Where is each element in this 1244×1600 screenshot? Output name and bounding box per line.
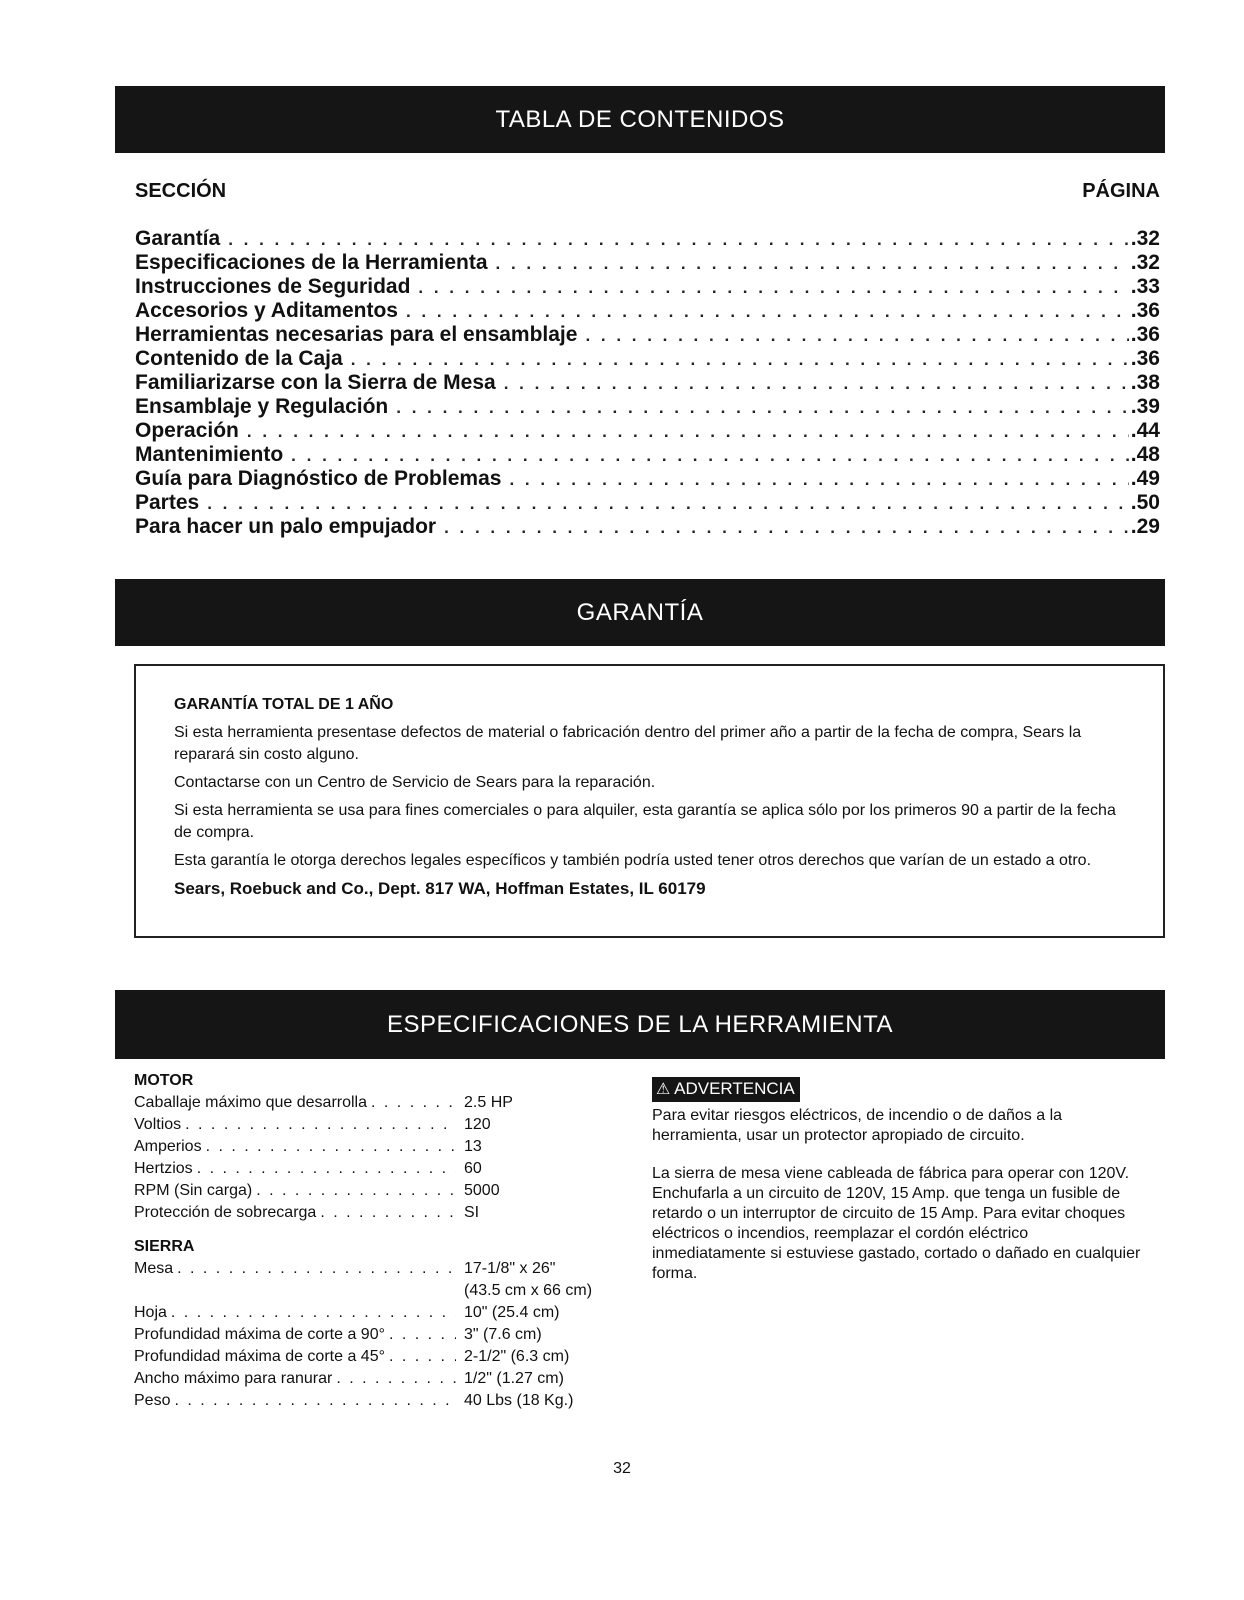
spec-value: 5000 (464, 1182, 500, 1199)
toc-entry-page: .49 (1130, 467, 1160, 490)
toc-entry-page: .48 (1130, 443, 1160, 466)
spec-name: Profundidad máxima de corte a 90° (134, 1326, 385, 1343)
spec-value: 3" (7.6 cm) (464, 1326, 542, 1343)
toc-entry-label: Mantenimiento (135, 443, 284, 466)
spec-leader-dots (336, 1368, 456, 1390)
toc-entry-label: Operación (135, 419, 239, 442)
warning-icon: ⚠ (656, 1081, 671, 1098)
warning-paragraph: Para evitar riesgos eléctricos, de incendio o de daños a la herramienta, usar un protector apropiado de circuito. (652, 1107, 1063, 1144)
toc-entry-label: Herramientas necesarias para el ensamblaje (135, 323, 578, 346)
toc-entry-page: .36 (1130, 323, 1160, 346)
spec-value: 2.5 HP (464, 1094, 513, 1111)
toc-entry-label: Contenido de la Caja (135, 347, 343, 370)
page-column-header: PÁGINA (1082, 180, 1160, 202)
warning-badge (652, 1077, 800, 1102)
warranty-banner: GARANTÍA (115, 579, 1165, 646)
toc-entry-page: .29 (1130, 515, 1160, 538)
toc-entry-page: .33 (1130, 275, 1160, 298)
toc-entry (135, 347, 1160, 371)
spec-row (134, 1136, 614, 1158)
toc-leader-dots (207, 492, 1129, 516)
spec-leader-dots (197, 1158, 456, 1180)
toc-entry-label: Accesorios y Aditamentos (135, 299, 398, 322)
toc-entry-label: Instrucciones de Seguridad (135, 275, 411, 298)
spec-leader-dots (256, 1180, 456, 1202)
warning-label: ADVERTENCIA (674, 1079, 795, 1098)
toc-leader-dots (351, 348, 1129, 372)
toc-banner: TABLA DE CONTENIDOS (115, 86, 1165, 153)
toc-entry (135, 443, 1160, 467)
spec-name: Ancho máximo para ranurar (134, 1370, 333, 1387)
warranty-paragraph: Esta garantía le otorga derechos legales específicos y también podría usted tener otros derechos que varían de un estado a otro. (174, 852, 1092, 869)
toc-entry-page: .39 (1130, 395, 1160, 418)
toc-leader-dots (444, 516, 1129, 540)
toc-entry-page: .36 (1130, 347, 1160, 370)
toc-entry (135, 491, 1160, 515)
toc-entry-label: Guía para Diagnóstico de Problemas (135, 467, 502, 490)
toc-entry (135, 467, 1160, 491)
toc-leader-dots (509, 468, 1128, 492)
toc-entry-label: Especificaciones de la Herramienta (135, 251, 488, 274)
specs-banner: ESPECIFICACIONES DE LA HERRAMIENTA (115, 990, 1165, 1059)
spec-name: Caballaje máximo que desarrolla (134, 1094, 368, 1111)
spec-leader-dots (206, 1136, 456, 1158)
spec-row (134, 1202, 614, 1224)
spec-row (134, 1258, 614, 1280)
toc-entry (135, 395, 1160, 419)
toc-leader-dots (406, 300, 1129, 324)
spec-row (134, 1092, 614, 1114)
toc-entry-page: .36 (1130, 299, 1160, 322)
toc-entry (135, 371, 1160, 395)
spec-name: Peso (134, 1392, 171, 1409)
spec-value: 1/2" (1.27 cm) (464, 1370, 564, 1387)
spec-value: 2-1/2" (6.3 cm) (464, 1348, 570, 1365)
spec-row (134, 1158, 614, 1180)
toc-entry (135, 515, 1160, 539)
spec-name: Hoja (134, 1304, 167, 1321)
toc-entry-page: .32 (1130, 227, 1160, 250)
warning-section (652, 1077, 1142, 1302)
spec-value: 13 (464, 1138, 482, 1155)
toc-list (135, 227, 1160, 539)
saw-heading: SIERRA (134, 1238, 195, 1255)
toc-leader-dots (418, 276, 1128, 300)
spec-row (134, 1368, 614, 1390)
spec-value: SI (464, 1204, 480, 1221)
spec-value: 40 Lbs (18 Kg.) (464, 1392, 574, 1409)
toc-leader-dots (396, 396, 1129, 420)
spec-row (134, 1280, 614, 1302)
spec-name: Mesa (134, 1260, 174, 1277)
toc-leader-dots (228, 228, 1129, 252)
toc-entry-page: .44 (1130, 419, 1160, 442)
toc-leader-dots (247, 420, 1129, 444)
toc-entry (135, 227, 1160, 251)
warranty-paragraph: Contactarse con un Centro de Servicio de Sears para la reparación. (174, 774, 656, 791)
toc-entry (135, 299, 1160, 323)
spec-name: Voltios (134, 1116, 182, 1133)
spec-value: 60 (464, 1160, 482, 1177)
spec-name: Profundidad máxima de corte a 45° (134, 1348, 385, 1365)
spec-leader-dots (177, 1258, 456, 1280)
spec-leader-dots (185, 1114, 456, 1136)
toc-leader-dots (291, 444, 1129, 468)
toc-entry (135, 275, 1160, 299)
warranty-paragraph: Si esta herramienta se usa para fines comerciales o para alquiler, esta garantía se aplica sólo por los primeros 90 a partir de la fecha de compra. (174, 802, 1116, 841)
spec-name: Protección de sobrecarga (134, 1204, 317, 1221)
toc-entry (135, 323, 1160, 347)
toc-entry-label: Para hacer un palo empujador (135, 515, 437, 538)
toc-entry-label: Ensamblaje y Regulación (135, 395, 389, 418)
toc-leader-dots (585, 324, 1128, 348)
spec-name: Amperios (134, 1138, 202, 1155)
toc-entry-page: .32 (1130, 251, 1160, 274)
toc-leader-dots (504, 372, 1129, 396)
warranty-box (134, 664, 1165, 938)
spec-leader-dots (171, 1302, 456, 1324)
toc-entry (135, 251, 1160, 275)
spec-row (134, 1324, 614, 1346)
warranty-address: Sears, Roebuck and Co., Dept. 817 WA, Hoffman Estates, IL 60179 (174, 879, 706, 898)
spec-leader-dots (389, 1346, 456, 1368)
specs-table (134, 1070, 614, 1412)
spec-value: 10" (25.4 cm) (464, 1304, 560, 1321)
page-number: 32 (613, 1460, 631, 1477)
spec-leader-dots (371, 1092, 456, 1114)
spec-leader-dots (389, 1324, 456, 1346)
spec-value: 120 (464, 1116, 491, 1133)
spec-row (134, 1302, 614, 1324)
toc-entry-label: Garantía (135, 227, 221, 250)
spec-leader-dots (320, 1202, 456, 1224)
spec-row (134, 1346, 614, 1368)
warning-paragraph: La sierra de mesa viene cableada de fábrica para operar con 120V. Enchufarla a un circuito de 120V, 15 Amp. que tenga un fusible de retardo o un interruptor de circuito de 15 Amp. Para evitar choques eléctricos o incendios, reemplazar el cordón eléctrico inmediatamente si estuviese gastado, cortado o dañado en cualquier forma. (652, 1165, 1141, 1282)
toc-entry-label: Familiarizarse con la Sierra de Mesa (135, 371, 496, 394)
toc-header (135, 180, 1160, 203)
spec-row (134, 1180, 614, 1202)
spec-name: Hertzios (134, 1160, 193, 1177)
toc-leader-dots (496, 252, 1129, 276)
toc-entry-label: Partes (135, 491, 200, 514)
section-column-header: SECCIÓN (135, 180, 227, 202)
toc-entry-page: .38 (1130, 371, 1160, 394)
toc-entry-page: .50 (1130, 491, 1160, 514)
warranty-paragraph: Si esta herramienta presentase defectos de material o fabricación dentro del primer año a partir de la fecha de compra, Sears la reparará sin costo alguno. (174, 724, 1082, 763)
motor-heading: MOTOR (134, 1072, 194, 1089)
warranty-title: GARANTÍA TOTAL DE 1 AÑO (174, 696, 394, 713)
spec-row (134, 1390, 614, 1412)
spec-value: 17-1/8" x 26" (464, 1260, 556, 1277)
spec-row (134, 1114, 614, 1136)
toc-entry (135, 419, 1160, 443)
spec-leader-dots (174, 1390, 456, 1412)
spec-name: RPM (Sin carga) (134, 1182, 253, 1199)
spec-value: (43.5 cm x 66 cm) (464, 1282, 593, 1299)
